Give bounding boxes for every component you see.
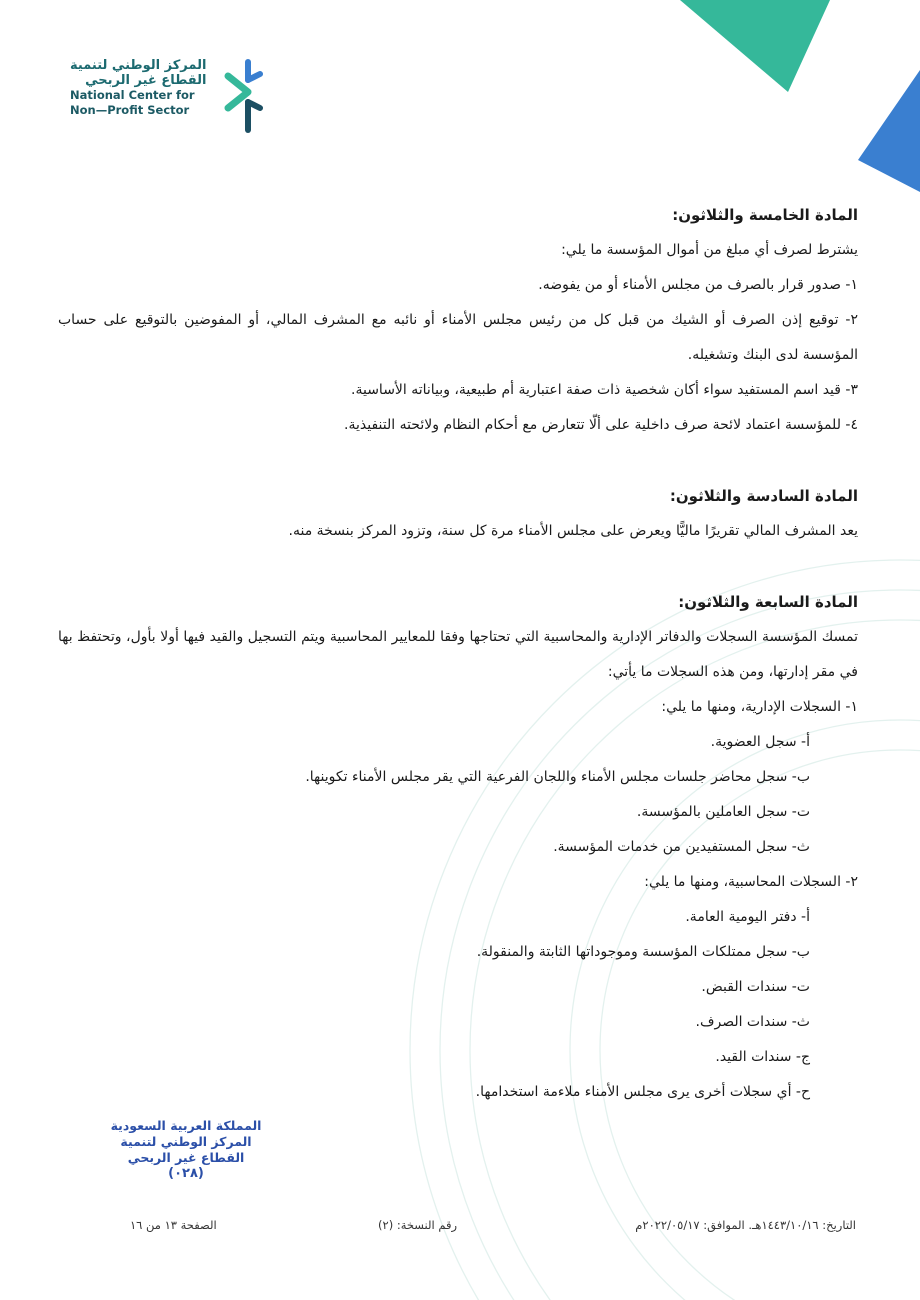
- article-35-intro: يشترط لصرف أي مبلغ من أموال المؤسسة ما يلي:: [561, 242, 858, 258]
- article-37-heading: المادة السابعة والثلاثون:: [678, 593, 858, 611]
- teal-triangle: [680, 0, 830, 92]
- blue-triangle: [858, 70, 920, 192]
- logo-mark-icon: [214, 58, 266, 134]
- records-item: ت- سجل العاملين بالمؤسسة.: [636, 804, 810, 820]
- footer-version: رقم النسخة: (٢): [378, 1218, 458, 1232]
- official-stamp: [110, 1118, 262, 1182]
- logo-en-line1: National Center for: [70, 88, 195, 102]
- logo-ar-line1: المركز الوطني لتنمية: [70, 58, 207, 73]
- article-35-item: ٣- قيد اسم المستفيد سواء أكان شخصية ذات صفة اعتبارية أم طبيعية، وبياناته الأساسية.: [351, 382, 858, 398]
- article-36-text: يعد المشرف المالي تقريرًا ماليًّا ويعرض على مجلس الأمناء مرة كل سنة، وتزود المركز بنسخة منه.: [288, 523, 858, 539]
- document-body: [58, 198, 858, 1110]
- records-group-accounting-title: ٢- السجلات المحاسبية، ومنها ما يلي:: [644, 874, 858, 890]
- logo-text: [70, 58, 206, 118]
- article-36-heading: المادة السادسة والثلاثون:: [669, 487, 858, 505]
- section-gap: [58, 549, 858, 585]
- records-item: ب- سجل ممتلكات المؤسسة وموجوداتها الثابتة والمنقولة.: [476, 944, 810, 960]
- records-group-admin-title: ١- السجلات الإدارية، ومنها ما يلي:: [661, 699, 858, 715]
- footer-date: التاريخ: ١٤٤٣/١٠/١٦هـ. الموافق: ٢٠٢٢/٠٥/١٧م: [635, 1218, 856, 1232]
- records-item: أ- سجل العضوية.: [710, 734, 810, 750]
- article-35-item: ٢- توقيع إذن الصرف أو الشيك من قبل كل من رئيس مجلس الأمناء أو نائبه مع المشرف المالي، أو المفوضين بالتوقيع على حساب المؤسسة لدى البنك وتشغيله.: [58, 312, 858, 363]
- stamp-line: المملكة العربية السعودية: [110, 1118, 262, 1133]
- records-item: ح- أي سجلات أخرى يرى مجلس الأمناء ملاءمة استخدامها.: [475, 1084, 810, 1100]
- section-gap: [58, 443, 858, 479]
- records-item: أ- دفتر اليومية العامة.: [685, 909, 810, 925]
- article-37-intro: تمسك المؤسسة السجلات والدفاتر الإدارية والمحاسبية التي تحتاجها وفقا للمعايير المحاسبية ويتم التسجيل والقيد فيها أولا بأول، وتحتفظ بها في مقر إدارتها، ومن هذه السجلات ما يأتي:: [58, 629, 858, 680]
- records-item: ب- سجل محاضر جلسات مجلس الأمناء واللجان الفرعية التي يقر مجلس الأمناء تكوينها.: [305, 769, 810, 785]
- stamp-line: القطاع غير الربحي: [127, 1150, 245, 1165]
- header-logo: [70, 58, 266, 134]
- stamp-number: (٠٢٨): [168, 1166, 204, 1181]
- records-item: ث- سندات الصرف.: [695, 1014, 810, 1030]
- page-footer: [0, 1218, 920, 1238]
- logo-en-line2: Non—Profit Sector: [70, 103, 190, 117]
- stamp-line: المركز الوطني لتنمية: [120, 1134, 252, 1149]
- records-item: ج- سندات القيد.: [715, 1049, 810, 1065]
- records-item: ث- سجل المستفيدين من خدمات المؤسسة.: [553, 839, 810, 855]
- article-35-heading: المادة الخامسة والثلاثون:: [672, 206, 858, 224]
- article-35-item: ٤- للمؤسسة اعتماد لائحة صرف داخلية على ألّا تتعارض مع أحكام النظام ولائحته التنفيذية.: [344, 417, 858, 433]
- footer-page-number: الصفحة ١٣ من ١٦: [130, 1218, 217, 1232]
- logo-ar-line2: القطاع غير الربحي: [85, 73, 207, 88]
- article-35-item: ١- صدور قرار بالصرف من مجلس الأمناء أو من يفوضه.: [538, 277, 858, 293]
- records-item: ت- سندات القبض.: [701, 979, 810, 995]
